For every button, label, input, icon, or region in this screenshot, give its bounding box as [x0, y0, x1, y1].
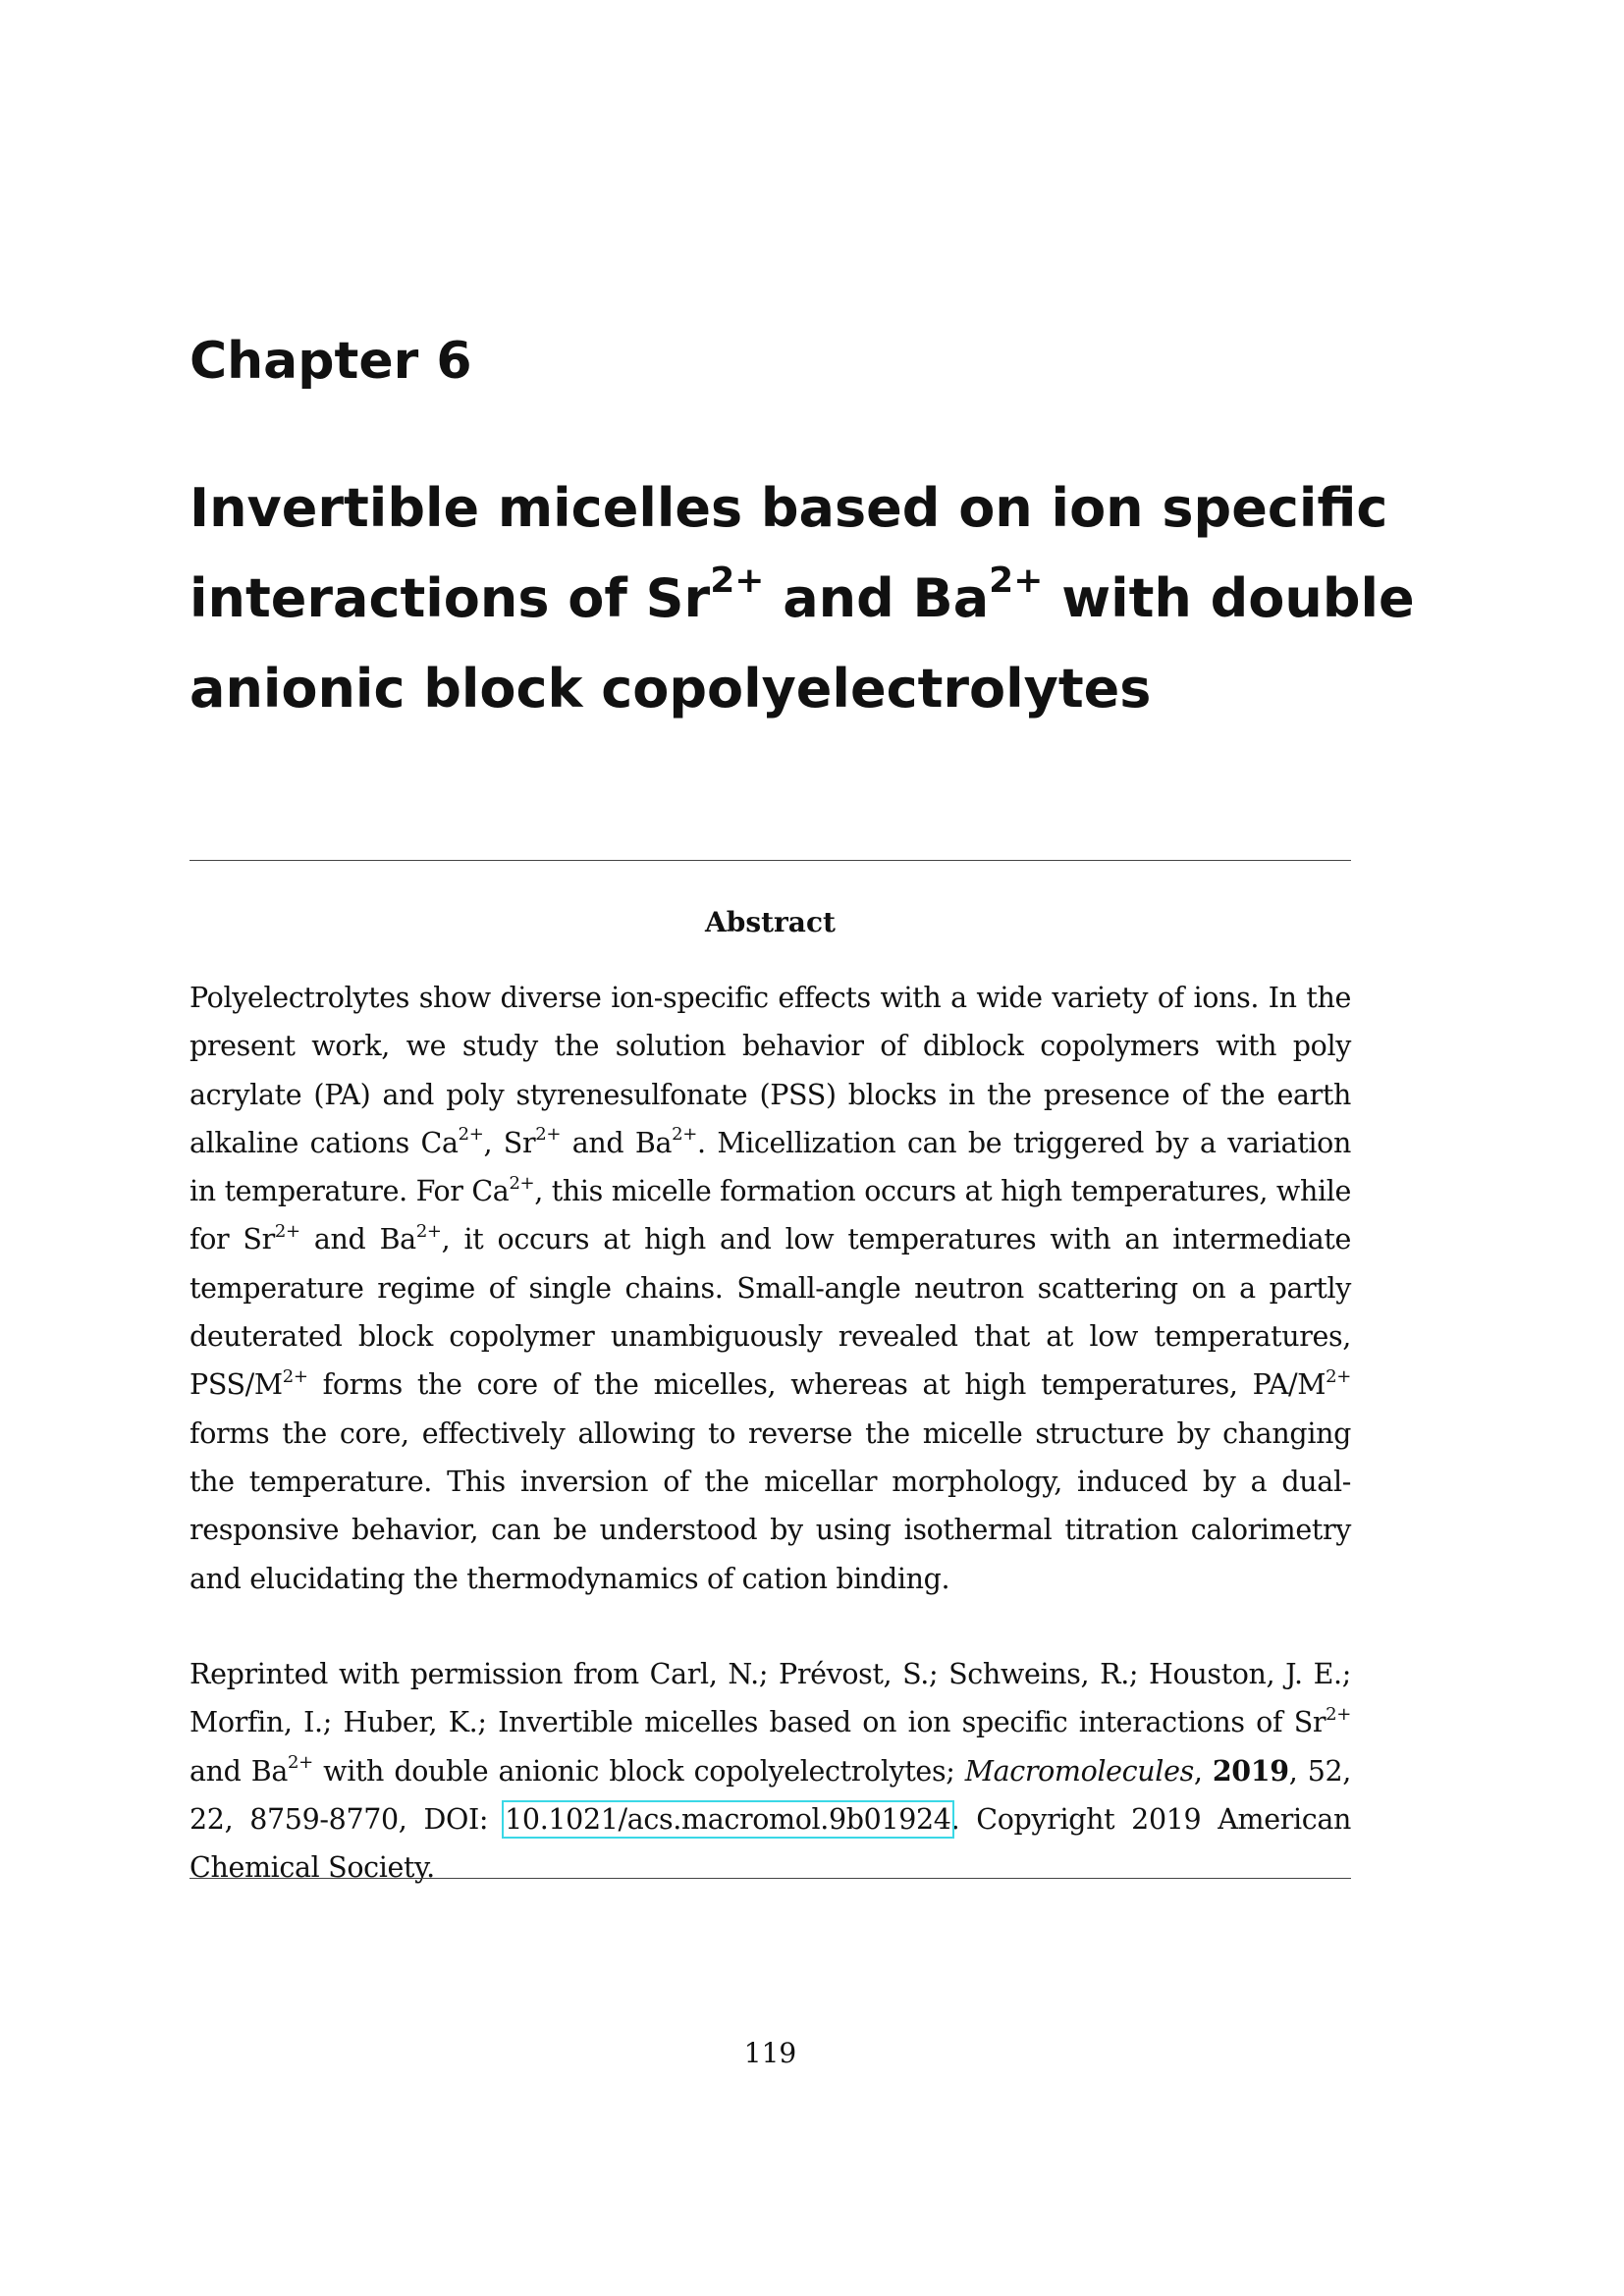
top-divider [189, 860, 1351, 861]
charge-superscript: 2+ [509, 1172, 535, 1194]
journal-name: Macromolecules [964, 1754, 1194, 1788]
abstract-body [189, 974, 1351, 1603]
reprint-permission-note [189, 1650, 1351, 1892]
charge-superscript: 2+ [415, 1220, 442, 1242]
title-superscript: 2+ [710, 561, 765, 601]
reprint-text: with double anionic block copolyelectrolytes; [312, 1754, 965, 1788]
abstract-heading: Abstract [705, 906, 836, 938]
page-number: 119 [743, 2037, 797, 2069]
publication-year: 2019 [1212, 1753, 1289, 1788]
charge-superscript: 2+ [282, 1365, 308, 1387]
doi-link[interactable]: 10.1021/acs.macromol.9b01924 [505, 1802, 951, 1836]
abstract-text: , this micelle formation occurs at high temperatures, while for Sr [189, 1175, 1351, 1256]
chapter-title-line-3: anionic block copolyelectrolytes [189, 658, 1152, 720]
charge-superscript: 2+ [1326, 1703, 1351, 1725]
chapter-title-line-2 [189, 554, 1415, 644]
title-superscript: 2+ [989, 561, 1044, 601]
charge-superscript: 2+ [1326, 1365, 1351, 1387]
charge-superscript: 2+ [672, 1124, 697, 1146]
charge-superscript: 2+ [274, 1220, 300, 1242]
reprint-text: and Ba [189, 1754, 289, 1788]
reprint-text: , 52, 22, 8759-8770, DOI: [189, 1754, 1351, 1836]
charge-superscript: 2+ [535, 1124, 562, 1146]
abstract-text: forms the core, effectively allowing to reverse the micelle structure by changing the temperature. This inversion of the micellar morphology, induced by a dual-responsive behavior, can be understood by using isothermal titration calorimetry and elucidating the thermodynamics of cation binding. [189, 1416, 1351, 1595]
chapter-title-line-1: Invertible micelles based on ion specific [189, 477, 1388, 539]
reprint-text: Reprinted with permission from Carl, N.; Prévost, S.; Schweins, R.; Houston, J. E.; Morfin, I.; Huber, K.; Invertible micelles based on ion specific interactions of Sr [189, 1658, 1351, 1739]
abstract-text: and Ba [561, 1126, 673, 1159]
abstract-text: forms the core of the micelles, whereas at high temperatures, PA/M [307, 1368, 1326, 1402]
reprint-text: . Copyright 2019 American Chemical Society. [189, 1802, 1352, 1885]
chapter-title [189, 463, 1415, 734]
title-text: interactions of Sr [189, 567, 711, 629]
abstract-text: . Micellization can be triggered by a variation in temperature. For Ca [189, 1126, 1351, 1208]
abstract-text: , it occurs at high and low temperatures with an intermediate temperature regime of single chains. Small-angle neutron scattering on a partly deuterated block copolymer unambiguously revealed that at low temperatures, PSS/M [189, 1223, 1351, 1402]
abstract-text: and Ba [299, 1223, 416, 1256]
reprint-text: , [1193, 1754, 1213, 1788]
title-text: and Ba [764, 567, 990, 629]
chapter-label: Chapter 6 [189, 332, 472, 391]
abstract-text: , Sr [483, 1126, 536, 1159]
charge-superscript: 2+ [458, 1124, 484, 1146]
abstract-text: Polyelectrolytes show diverse ion-specific effects with a wide variety of ions. In the present work, we study the solution behavior of diblock copolymers with poly acrylate (PA) and poly styrenesulfonate (PSS) blocks in the presence of the earth alkaline cations Ca [189, 982, 1351, 1159]
bottom-divider [189, 1878, 1351, 1879]
title-text: with double [1043, 567, 1415, 629]
charge-superscript: 2+ [288, 1752, 313, 1774]
